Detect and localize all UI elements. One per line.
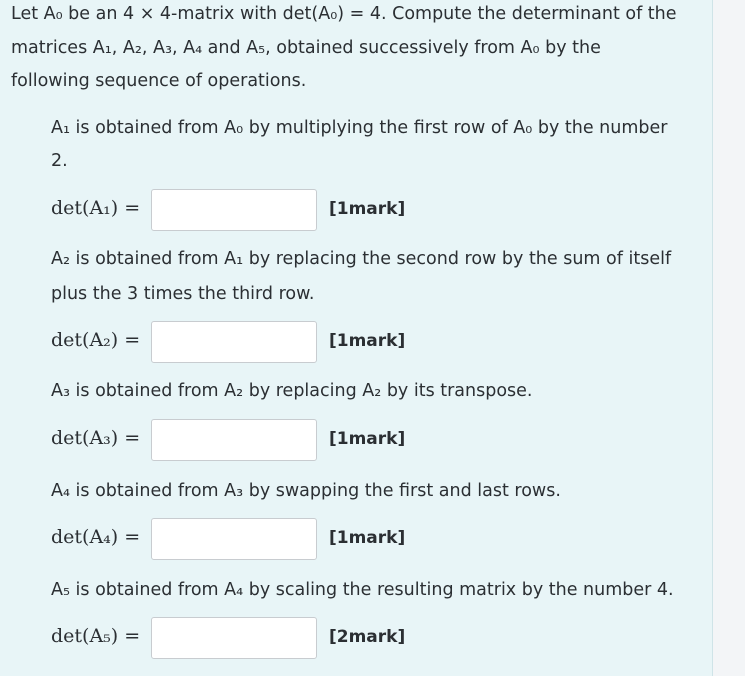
answer-input-4[interactable] [151, 518, 317, 560]
mark-label-1: [1mark] [329, 199, 406, 219]
intro-line-1: Let A₀ be an 4 × 4-matrix with det(A₀) = 4. Compute the determinant of the [11, 4, 677, 24]
answer-input-1[interactable] [151, 189, 317, 231]
step-5-text-line-1: A₅ is obtained from A₄ by scaling the resulting matrix by the number 4. [51, 580, 674, 600]
answer-row-2 [51, 321, 471, 363]
det-label-3: det(A₃) = [51, 427, 141, 449]
step-1-text-line-2: 2. [51, 151, 68, 171]
answer-input-2[interactable] [151, 321, 317, 363]
step-4-text-line-1: A₄ is obtained from A₃ by swapping the first and last rows. [51, 481, 561, 501]
step-3-text-line-1: A₃ is obtained from A₂ by replacing A₂ by its transpose. [51, 381, 533, 401]
step-1-text-line-1: A₁ is obtained from A₀ by multiplying the first row of A₀ by the number [51, 118, 668, 138]
det-label-5: det(A₅) = [51, 625, 141, 647]
mark-label-3: [1mark] [329, 429, 406, 449]
det-label-4: det(A₄) = [51, 526, 141, 548]
answer-input-5[interactable] [151, 617, 317, 659]
answer-row-1 [51, 189, 471, 231]
answer-row-4 [51, 518, 471, 560]
mark-label-5: [2mark] [329, 627, 406, 647]
answer-input-3[interactable] [151, 419, 317, 461]
det-label-2: det(A₂) = [51, 329, 141, 351]
intro-line-3: following sequence of operations. [11, 71, 307, 91]
answer-row-5 [51, 617, 471, 659]
mark-label-4: [1mark] [329, 528, 406, 548]
side-strip [714, 0, 745, 676]
step-2-text-line-2: plus the 3 times the third row. [51, 284, 315, 304]
intro-line-2: matrices A₁, A₂, A₃, A₄ and A₅, obtained successively from A₀ by the [11, 38, 601, 58]
det-label-1: det(A₁) = [51, 197, 141, 219]
mark-label-2: [1mark] [329, 331, 406, 351]
answer-row-3 [51, 419, 471, 461]
step-2-text-line-1: A₂ is obtained from A₁ by replacing the second row by the sum of itself [51, 249, 672, 269]
